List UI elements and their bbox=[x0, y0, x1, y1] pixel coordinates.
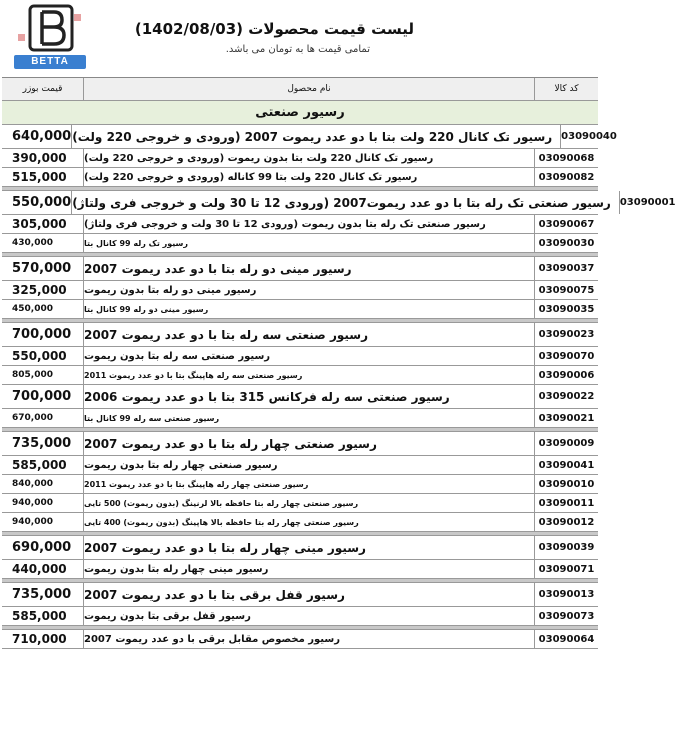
price-cell: 550,000 bbox=[2, 347, 84, 365]
table-row bbox=[2, 215, 598, 234]
product-code-cell: 03090067 bbox=[538, 218, 595, 230]
table-row bbox=[2, 149, 598, 168]
product-name-cell: رسیور صنعتی سه رله بتا با دو عدد ریموت 2007 bbox=[84, 323, 535, 346]
product-name-cell: رسیور صنعتی چهار رله بتا بدون ریموت bbox=[84, 456, 535, 474]
price-cell: 710,000 bbox=[2, 630, 84, 648]
table-row bbox=[2, 191, 676, 215]
product-name-cell: رسیور صنعتی سه رله بتا بدون ریموت bbox=[84, 347, 535, 365]
table-row bbox=[2, 281, 598, 300]
table-row bbox=[2, 494, 598, 513]
table-row bbox=[2, 560, 598, 579]
product-code-cell: 03090001 bbox=[619, 197, 676, 208]
table-row bbox=[2, 366, 598, 385]
product-name-cell: رسیور صنعتی چهار رله بتا حافظه بالا هاپینگ (بدون ریموت) 400 تایی bbox=[84, 513, 535, 531]
table-row bbox=[2, 300, 598, 319]
price-cell: 440,000 bbox=[2, 560, 84, 578]
product-code-cell: 03090041 bbox=[538, 459, 595, 471]
price-cell: 305,000 bbox=[2, 215, 84, 233]
product-code-cell: 03090030 bbox=[538, 237, 595, 249]
product-code-cell: 03090035 bbox=[538, 303, 595, 315]
price-cell: 450,000 bbox=[2, 300, 84, 318]
product-name-cell: رسیور تک کانال 220 ولت بتا 99 کاناله (ورودی و خروجی 220 ولت) bbox=[84, 168, 535, 186]
product-name-cell: رسیور تک کانال 220 ولت بتا با دو عدد ریموت 2007 (ورودی و خروجی 220 ولت) bbox=[72, 125, 561, 148]
betta-logo-icon bbox=[28, 4, 74, 52]
product-name-cell: رسیور صنعتی سه رله 99 کانال بتا bbox=[84, 409, 535, 427]
table-row bbox=[2, 168, 598, 187]
table-header bbox=[2, 78, 598, 101]
product-name-cell: رسیور صنعتی سه رله هاپینگ بتا با دو عدد ریموت 2011 bbox=[84, 366, 535, 384]
product-code-cell: 03090082 bbox=[538, 171, 595, 183]
product-code-cell: 03090006 bbox=[538, 369, 595, 381]
header bbox=[0, 0, 600, 76]
product-name-cell: رسیور صنعتی چهار رله بتا با دو عدد ریموت 2007 bbox=[84, 432, 535, 455]
product-name-cell: رسیور مخصوص مقابل برقی با دو عدد ریموت 2007 bbox=[84, 630, 535, 648]
price-cell: 390,000 bbox=[2, 149, 84, 167]
product-name-cell: رسیور مینی چهار رله بتا بدون ریموت bbox=[84, 560, 535, 578]
price-cell: 585,000 bbox=[2, 607, 84, 625]
price-cell: 640,000 bbox=[2, 125, 72, 148]
product-name-cell: رسیور قفل برقی بتا با دو عدد ریموت 2007 bbox=[84, 583, 535, 606]
page-subtitle: تمامی قیمت ها به تومان می باشد. bbox=[225, 44, 370, 55]
product-code-cell: 03090064 bbox=[538, 633, 595, 645]
column-header-price: قیمت بوزر bbox=[2, 78, 84, 100]
table-row bbox=[2, 536, 598, 560]
price-cell: 585,000 bbox=[2, 456, 84, 474]
price-cell: 570,000 bbox=[2, 257, 84, 280]
page-title: لیست قیمت محصولات (1402/08/03) bbox=[134, 20, 414, 38]
table-row bbox=[2, 513, 598, 532]
price-table bbox=[2, 77, 676, 649]
product-code-cell: 03090040 bbox=[561, 131, 617, 142]
price-cell: 550,000 bbox=[2, 191, 72, 214]
column-header-code: کد کالا bbox=[554, 84, 579, 94]
table-row bbox=[2, 323, 598, 347]
product-name-cell: رسیور تک رله 99 کانال بتا bbox=[84, 234, 535, 252]
price-cell: 735,000 bbox=[2, 432, 84, 455]
price-cell: 940,000 bbox=[2, 513, 84, 531]
product-code-cell: 03090013 bbox=[538, 589, 595, 600]
product-name-cell: رسیور صنعتی چهار رله هاپینگ بتا با دو عدد ریموت 2011 bbox=[84, 475, 535, 493]
table-row bbox=[2, 432, 598, 456]
product-code-cell: 03090068 bbox=[538, 152, 595, 164]
price-cell: 670,000 bbox=[2, 409, 84, 427]
price-cell: 515,000 bbox=[2, 168, 84, 186]
table-row bbox=[2, 583, 598, 607]
product-code-cell: 03090010 bbox=[538, 478, 595, 490]
price-cell: 840,000 bbox=[2, 475, 84, 493]
product-code-cell: 03090037 bbox=[538, 263, 595, 274]
price-cell: 690,000 bbox=[2, 536, 84, 559]
table-row bbox=[2, 475, 598, 494]
price-cell: 805,000 bbox=[2, 366, 84, 384]
table-row bbox=[2, 347, 598, 366]
product-code-cell: 03090021 bbox=[538, 412, 595, 424]
table-row bbox=[2, 456, 598, 475]
logo-text: BETTA bbox=[14, 55, 86, 69]
product-code-cell: 03090039 bbox=[538, 542, 595, 553]
product-code-cell: 03090011 bbox=[538, 497, 595, 509]
price-cell: 325,000 bbox=[2, 281, 84, 299]
price-cell: 700,000 bbox=[2, 385, 84, 408]
product-code-cell: 03090073 bbox=[538, 610, 595, 622]
section-header bbox=[2, 101, 598, 125]
product-code-cell: 03090075 bbox=[538, 284, 595, 296]
table-row bbox=[2, 409, 598, 428]
table-row bbox=[2, 234, 598, 253]
product-name-cell: رسیور صنعتی تک رله بتا بدون ریموت (ورودی 12 تا 30 ولت و خروجی فری ولتاژ) bbox=[84, 215, 535, 233]
product-name-cell: رسیور صنعتی سه رله فرکانس 315 بتا با دو عدد ریموت 2006 bbox=[84, 385, 535, 408]
product-code-cell: 03090070 bbox=[538, 350, 595, 362]
product-name-cell: رسیور تک کانال 220 ولت بتا بدون ریموت (ورودی و خروجی 220 ولت) bbox=[84, 149, 535, 167]
betta-logo bbox=[14, 4, 86, 70]
product-name-cell: رسیور مینی چهار رله بتا با دو عدد ریموت 2007 bbox=[84, 536, 535, 559]
price-cell: 430,000 bbox=[2, 234, 84, 252]
product-code-cell: 03090071 bbox=[538, 563, 595, 575]
column-header-name: نام محصول bbox=[84, 78, 535, 100]
product-name-cell: رسیور مینی دو رله بتا بدون ریموت bbox=[84, 281, 535, 299]
table-row bbox=[2, 630, 598, 649]
price-cell: 940,000 bbox=[2, 494, 84, 512]
product-name-cell: رسیور صنعتی چهار رله بتا حافظه بالا لرنینگ (بدون ریموت) 500 تایی bbox=[84, 494, 535, 512]
product-code-cell: 03090012 bbox=[538, 516, 595, 528]
price-cell: 735,000 bbox=[2, 583, 84, 606]
product-name-cell: رسیور قفل برقی بتا بدون ریموت bbox=[84, 607, 535, 625]
table-row bbox=[2, 385, 598, 409]
table-row bbox=[2, 257, 598, 281]
table-row bbox=[2, 607, 598, 626]
product-code-cell: 03090023 bbox=[538, 329, 595, 340]
product-code-cell: 03090022 bbox=[538, 391, 595, 402]
table-row bbox=[2, 125, 617, 149]
section-title: رسیور صنعتی bbox=[255, 105, 345, 120]
product-code-cell: 03090009 bbox=[538, 438, 595, 449]
price-cell: 700,000 bbox=[2, 323, 84, 346]
product-name-cell: رسیور صنعتی تک رله بتا با دو عدد ریموت2007 (ورودی 12 تا 30 ولت و خروجی فری ولتاژ) bbox=[72, 191, 620, 214]
product-name-cell: رسیور مینی دو رله بتا با دو عدد ریموت 2007 bbox=[84, 257, 535, 280]
product-name-cell: رسیور مینی دو رله 99 کانال بتا bbox=[84, 300, 535, 318]
